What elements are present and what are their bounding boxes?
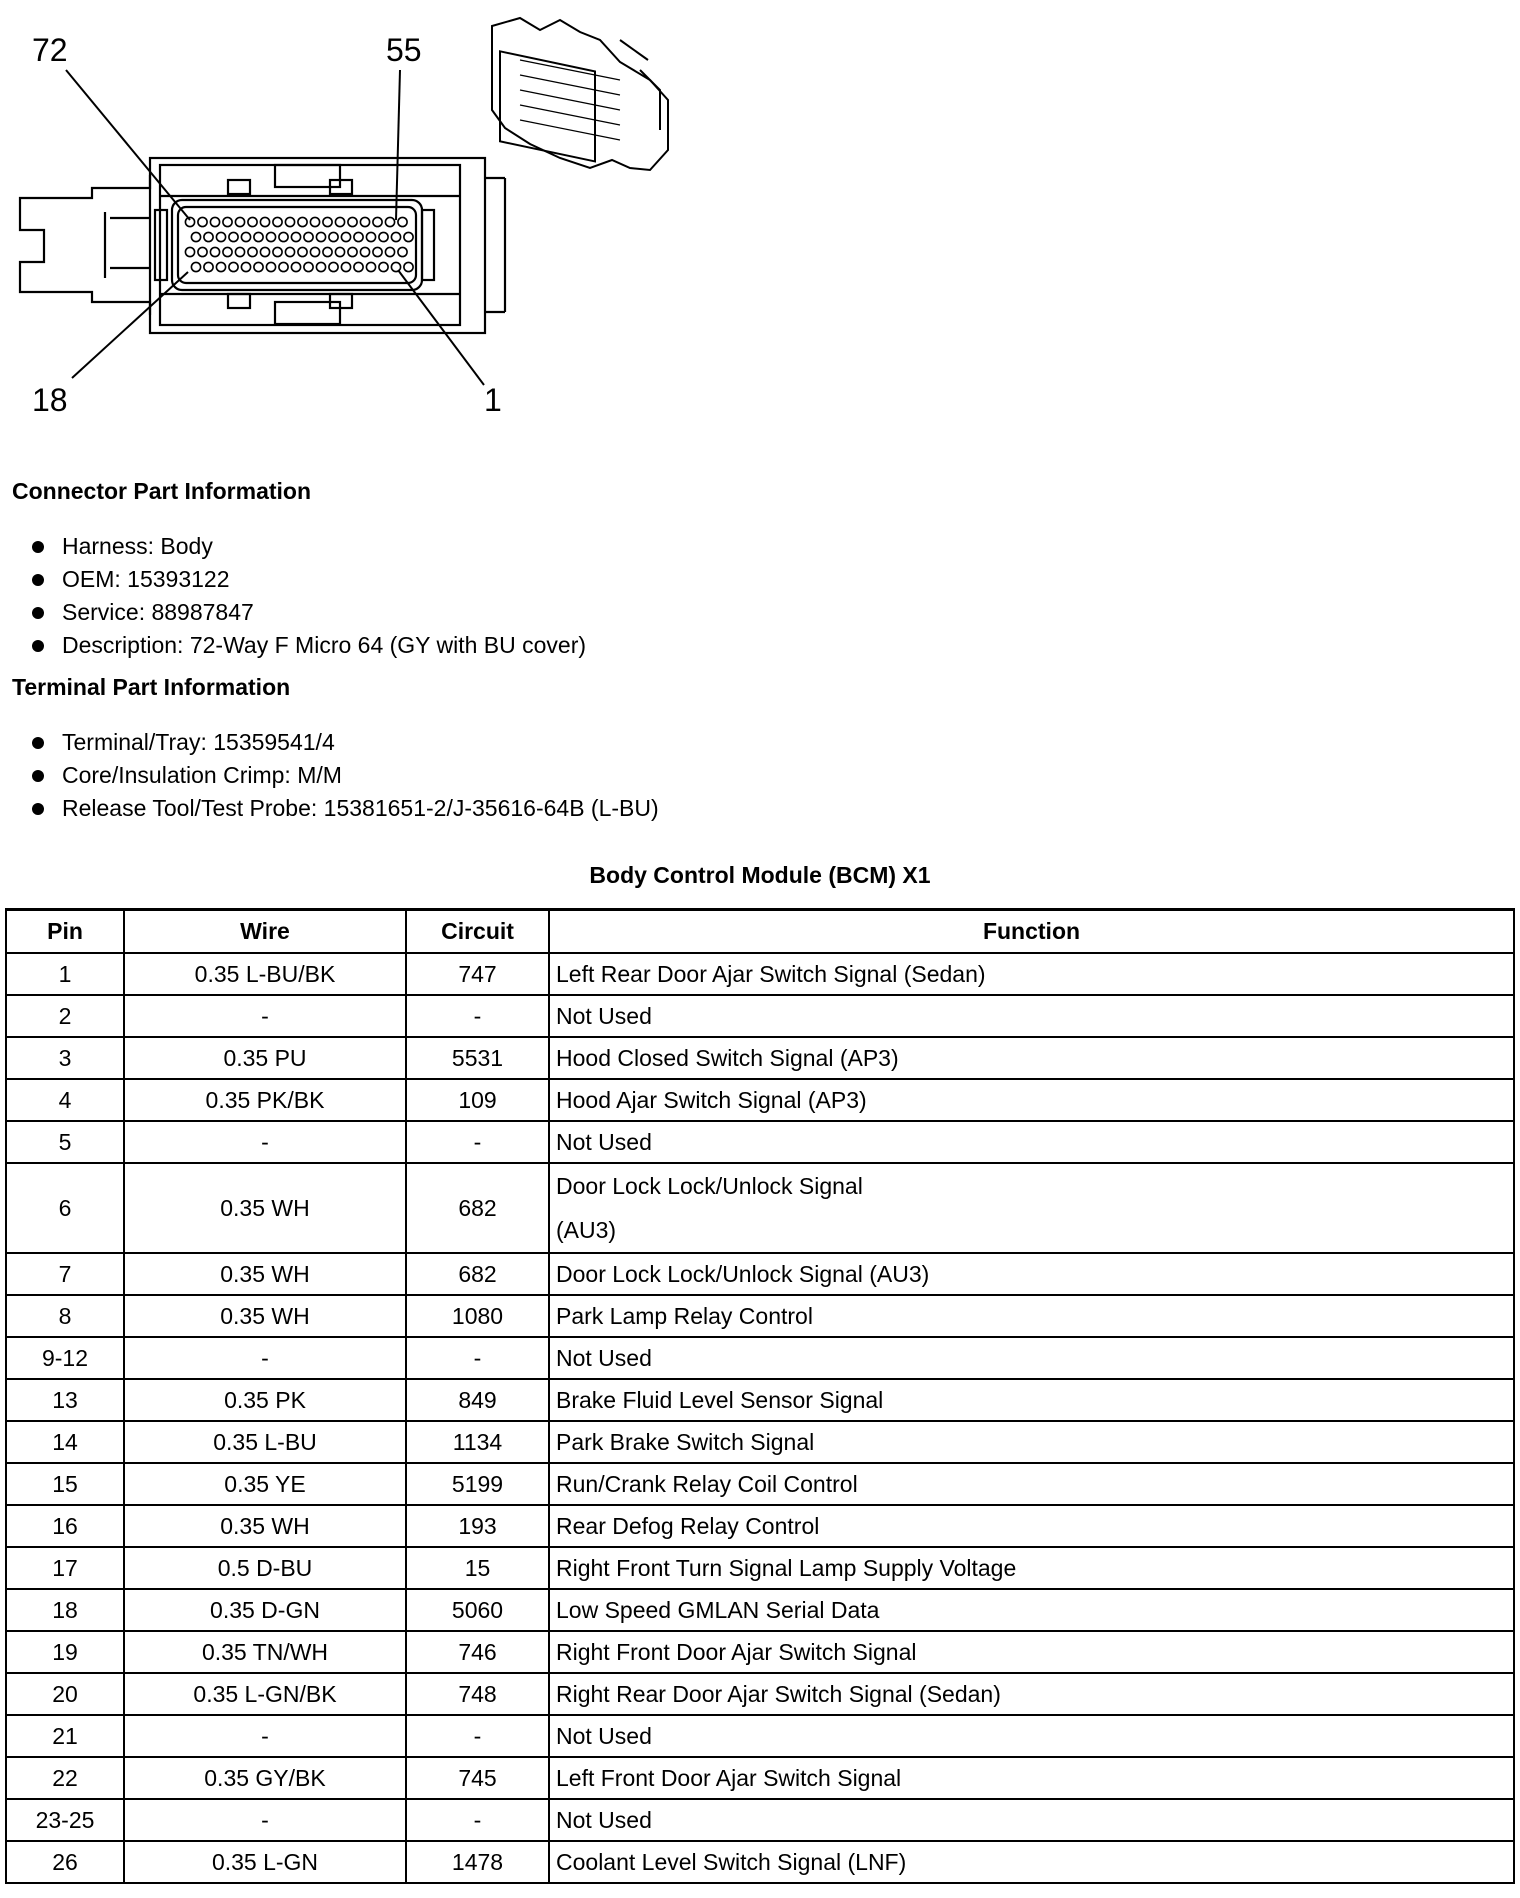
cell-pin: 8 — [6, 1295, 124, 1337]
pin-socket — [285, 247, 294, 256]
pin-socket — [316, 262, 325, 271]
pin-grid — [185, 217, 413, 271]
cell-circuit: 1134 — [406, 1421, 549, 1463]
pin-socket — [341, 262, 350, 271]
pin-socket — [298, 217, 307, 226]
pin-socket — [210, 217, 219, 226]
cell-pin: 18 — [6, 1589, 124, 1631]
cell-function: Low Speed GMLAN Serial Data — [549, 1589, 1514, 1631]
cell-circuit: 1080 — [406, 1295, 549, 1337]
pin-socket — [354, 232, 363, 241]
cell-function: Run/Crank Relay Coil Control — [549, 1463, 1514, 1505]
pin-socket — [216, 262, 225, 271]
cell-pin: 14 — [6, 1421, 124, 1463]
pin-socket — [348, 247, 357, 256]
pin-socket — [310, 217, 319, 226]
cell-function: Not Used — [549, 1715, 1514, 1757]
cell-wire: - — [124, 1715, 406, 1757]
cell-function: Right Front Door Ajar Switch Signal — [549, 1631, 1514, 1673]
cell-wire: - — [124, 1337, 406, 1379]
cell-wire: 0.35 L-BU/BK — [124, 953, 406, 995]
pinout-table — [5, 908, 1515, 1884]
cell-circuit: 5531 — [406, 1037, 549, 1079]
cell-pin: 19 — [6, 1631, 124, 1673]
table-row — [6, 953, 1514, 995]
cell-pin: 17 — [6, 1547, 124, 1589]
cell-pin: 5 — [6, 1121, 124, 1163]
cell-function: Park Brake Switch Signal — [549, 1421, 1514, 1463]
cell-pin: 6 — [6, 1163, 124, 1253]
pin-socket — [341, 232, 350, 241]
terminal-info-title: Terminal Part Information — [12, 674, 291, 700]
table-title: Body Control Module (BCM) X1 — [589, 862, 931, 888]
table-row — [6, 1673, 1514, 1715]
table-row — [6, 995, 1514, 1037]
cell-wire: - — [124, 1121, 406, 1163]
pin-socket — [323, 247, 332, 256]
cell-pin: 16 — [6, 1505, 124, 1547]
cell-pin: 1 — [6, 953, 124, 995]
pin-socket — [291, 262, 300, 271]
table-header-row — [6, 910, 1514, 954]
pin-socket — [273, 247, 282, 256]
table-row — [6, 1631, 1514, 1673]
pin-socket — [398, 247, 407, 256]
connector-info-list — [30, 530, 586, 662]
table-row — [6, 1121, 1514, 1163]
cell-circuit: - — [406, 1715, 549, 1757]
cell-circuit: 5060 — [406, 1589, 549, 1631]
pin-socket — [185, 247, 194, 256]
pin-socket — [235, 247, 244, 256]
pin-socket — [229, 232, 238, 241]
pin-socket — [391, 232, 400, 241]
table-row — [6, 1715, 1514, 1757]
pin-socket — [204, 232, 213, 241]
cell-pin: 15 — [6, 1463, 124, 1505]
pin-socket — [354, 262, 363, 271]
cell-circuit: 746 — [406, 1631, 549, 1673]
cell-circuit: 682 — [406, 1163, 549, 1253]
pin-socket — [223, 247, 232, 256]
pin-socket — [323, 217, 332, 226]
pin-socket — [248, 217, 257, 226]
cell-function: Not Used — [549, 1337, 1514, 1379]
terminal-info-list — [30, 726, 659, 825]
pin-socket — [335, 247, 344, 256]
pin-socket — [373, 247, 382, 256]
cell-function: Right Rear Door Ajar Switch Signal (Sedan) — [549, 1673, 1514, 1715]
cell-wire: 0.35 WH — [124, 1505, 406, 1547]
cell-pin: 21 — [6, 1715, 124, 1757]
pin-socket — [241, 262, 250, 271]
pin-socket — [360, 247, 369, 256]
cell-circuit: 849 — [406, 1379, 549, 1421]
cell-wire: 0.35 L-GN — [124, 1841, 406, 1883]
table-row — [6, 1163, 1514, 1253]
cell-function: Coolant Level Switch Signal (LNF) — [549, 1841, 1514, 1883]
cell-circuit: 682 — [406, 1253, 549, 1295]
pin-socket — [254, 262, 263, 271]
cell-pin: 2 — [6, 995, 124, 1037]
pin-socket — [279, 262, 288, 271]
cell-pin: 26 — [6, 1841, 124, 1883]
cell-wire: 0.35 PK — [124, 1379, 406, 1421]
pin-socket — [279, 232, 288, 241]
function-line: Door Lock Lock/Unlock Signal — [556, 1173, 863, 1199]
pin-socket — [348, 217, 357, 226]
header-wire: Wire — [124, 910, 406, 954]
table-row — [6, 1589, 1514, 1631]
cell-function: Not Used — [549, 995, 1514, 1037]
pin-socket — [329, 262, 338, 271]
cell-circuit: 747 — [406, 953, 549, 995]
table-row — [6, 1253, 1514, 1295]
cell-function: Not Used — [549, 1799, 1514, 1841]
pin-socket — [273, 217, 282, 226]
cell-wire: 0.35 L-BU — [124, 1421, 406, 1463]
pin-socket — [235, 217, 244, 226]
cell-pin: 22 — [6, 1757, 124, 1799]
connector-drawing — [0, 0, 700, 440]
pin-socket — [298, 247, 307, 256]
cell-wire: - — [124, 995, 406, 1037]
list-item: Release Tool/Test Probe: 15381651-2/J-35616-64B (L-BU) — [30, 792, 659, 825]
cell-pin: 23-25 — [6, 1799, 124, 1841]
callout-pin-72: 72 — [32, 32, 68, 68]
pin-socket — [304, 232, 313, 241]
cell-circuit: 1478 — [406, 1841, 549, 1883]
cell-function: Not Used — [549, 1121, 1514, 1163]
cell-pin: 13 — [6, 1379, 124, 1421]
cell-wire: 0.5 D-BU — [124, 1547, 406, 1589]
list-item: Service: 88987847 — [30, 596, 586, 629]
cell-wire: 0.35 L-GN/BK — [124, 1673, 406, 1715]
table-row — [6, 1463, 1514, 1505]
pin-socket — [291, 232, 300, 241]
table-row — [6, 1505, 1514, 1547]
cell-pin: 4 — [6, 1079, 124, 1121]
pin-socket — [223, 217, 232, 226]
cell-circuit: 15 — [406, 1547, 549, 1589]
header-pin: Pin — [6, 910, 124, 954]
cell-pin: 20 — [6, 1673, 124, 1715]
pin-socket — [266, 232, 275, 241]
pin-socket — [304, 262, 313, 271]
pin-socket — [254, 232, 263, 241]
cell-wire: 0.35 PU — [124, 1037, 406, 1079]
header-function: Function — [549, 910, 1514, 954]
table-row — [6, 1079, 1514, 1121]
cell-function: Rear Defog Relay Control — [549, 1505, 1514, 1547]
cell-wire: 0.35 YE — [124, 1463, 406, 1505]
table-row — [6, 1379, 1514, 1421]
cell-circuit: 109 — [406, 1079, 549, 1121]
cell-wire: 0.35 WH — [124, 1163, 406, 1253]
pin-socket — [310, 247, 319, 256]
cell-wire: - — [124, 1799, 406, 1841]
cell-circuit: - — [406, 995, 549, 1037]
pin-socket — [366, 262, 375, 271]
table-row — [6, 1037, 1514, 1079]
cell-wire: 0.35 WH — [124, 1295, 406, 1337]
header-circuit: Circuit — [406, 910, 549, 954]
cell-function — [549, 1163, 1514, 1253]
table-row — [6, 1547, 1514, 1589]
cell-circuit: 745 — [406, 1757, 549, 1799]
list-item: OEM: 15393122 — [30, 563, 586, 596]
cell-function: Door Lock Lock/Unlock Signal (AU3) — [549, 1253, 1514, 1295]
cell-circuit: - — [406, 1799, 549, 1841]
cell-wire: 0.35 D-GN — [124, 1589, 406, 1631]
list-item: Harness: Body — [30, 530, 586, 563]
callout-pin-55: 55 — [386, 32, 422, 68]
pin-socket — [285, 217, 294, 226]
callout-pin-1: 1 — [484, 382, 502, 418]
pin-socket — [316, 232, 325, 241]
cell-function: Left Rear Door Ajar Switch Signal (Sedan) — [549, 953, 1514, 995]
callout-pin-18: 18 — [32, 382, 68, 418]
cell-pin: 3 — [6, 1037, 124, 1079]
pin-socket — [329, 232, 338, 241]
pin-socket — [241, 232, 250, 241]
list-item: Core/Insulation Crimp: M/M — [30, 759, 659, 792]
pin-socket — [191, 232, 200, 241]
pin-socket — [248, 247, 257, 256]
pin-socket — [360, 217, 369, 226]
cell-function: Hood Closed Switch Signal (AP3) — [549, 1037, 1514, 1079]
cell-pin: 9-12 — [6, 1337, 124, 1379]
cell-circuit: - — [406, 1121, 549, 1163]
pin-socket — [210, 247, 219, 256]
cell-function: Hood Ajar Switch Signal (AP3) — [549, 1079, 1514, 1121]
pin-socket — [373, 217, 382, 226]
cell-function: Park Lamp Relay Control — [549, 1295, 1514, 1337]
table-row — [6, 1799, 1514, 1841]
pin-socket — [398, 217, 407, 226]
pin-socket — [335, 217, 344, 226]
pin-socket — [229, 262, 238, 271]
pin-socket — [379, 232, 388, 241]
table-row — [6, 1295, 1514, 1337]
pin-socket — [260, 217, 269, 226]
pin-socket — [385, 217, 394, 226]
cell-circuit: 748 — [406, 1673, 549, 1715]
table-row — [6, 1757, 1514, 1799]
cell-pin: 7 — [6, 1253, 124, 1295]
list-item: Terminal/Tray: 15359541/4 — [30, 726, 659, 759]
pin-socket — [204, 262, 213, 271]
cell-circuit: 193 — [406, 1505, 549, 1547]
cell-function: Right Front Turn Signal Lamp Supply Voltage — [549, 1547, 1514, 1589]
pin-socket — [260, 247, 269, 256]
pin-socket — [404, 232, 413, 241]
function-line: (AU3) — [556, 1217, 617, 1243]
table-row — [6, 1841, 1514, 1883]
cell-wire: 0.35 TN/WH — [124, 1631, 406, 1673]
list-item: Description: 72-Way F Micro 64 (GY with BU cover) — [30, 629, 586, 662]
cell-circuit: - — [406, 1337, 549, 1379]
cell-wire: 0.35 GY/BK — [124, 1757, 406, 1799]
table-row — [6, 1421, 1514, 1463]
connector-diagram — [0, 0, 700, 440]
pin-socket — [198, 217, 207, 226]
cell-function: Brake Fluid Level Sensor Signal — [549, 1379, 1514, 1421]
pin-socket — [366, 232, 375, 241]
cell-circuit: 5199 — [406, 1463, 549, 1505]
cell-wire: 0.35 WH — [124, 1253, 406, 1295]
pin-socket — [379, 262, 388, 271]
table-row — [6, 1337, 1514, 1379]
connector-info-title: Connector Part Information — [12, 478, 312, 504]
pin-socket — [198, 247, 207, 256]
pin-socket — [266, 262, 275, 271]
pin-socket — [385, 247, 394, 256]
pin-socket — [216, 232, 225, 241]
pin-socket — [404, 262, 413, 271]
cell-wire: 0.35 PK/BK — [124, 1079, 406, 1121]
pin-socket — [191, 262, 200, 271]
cell-function: Left Front Door Ajar Switch Signal — [549, 1757, 1514, 1799]
